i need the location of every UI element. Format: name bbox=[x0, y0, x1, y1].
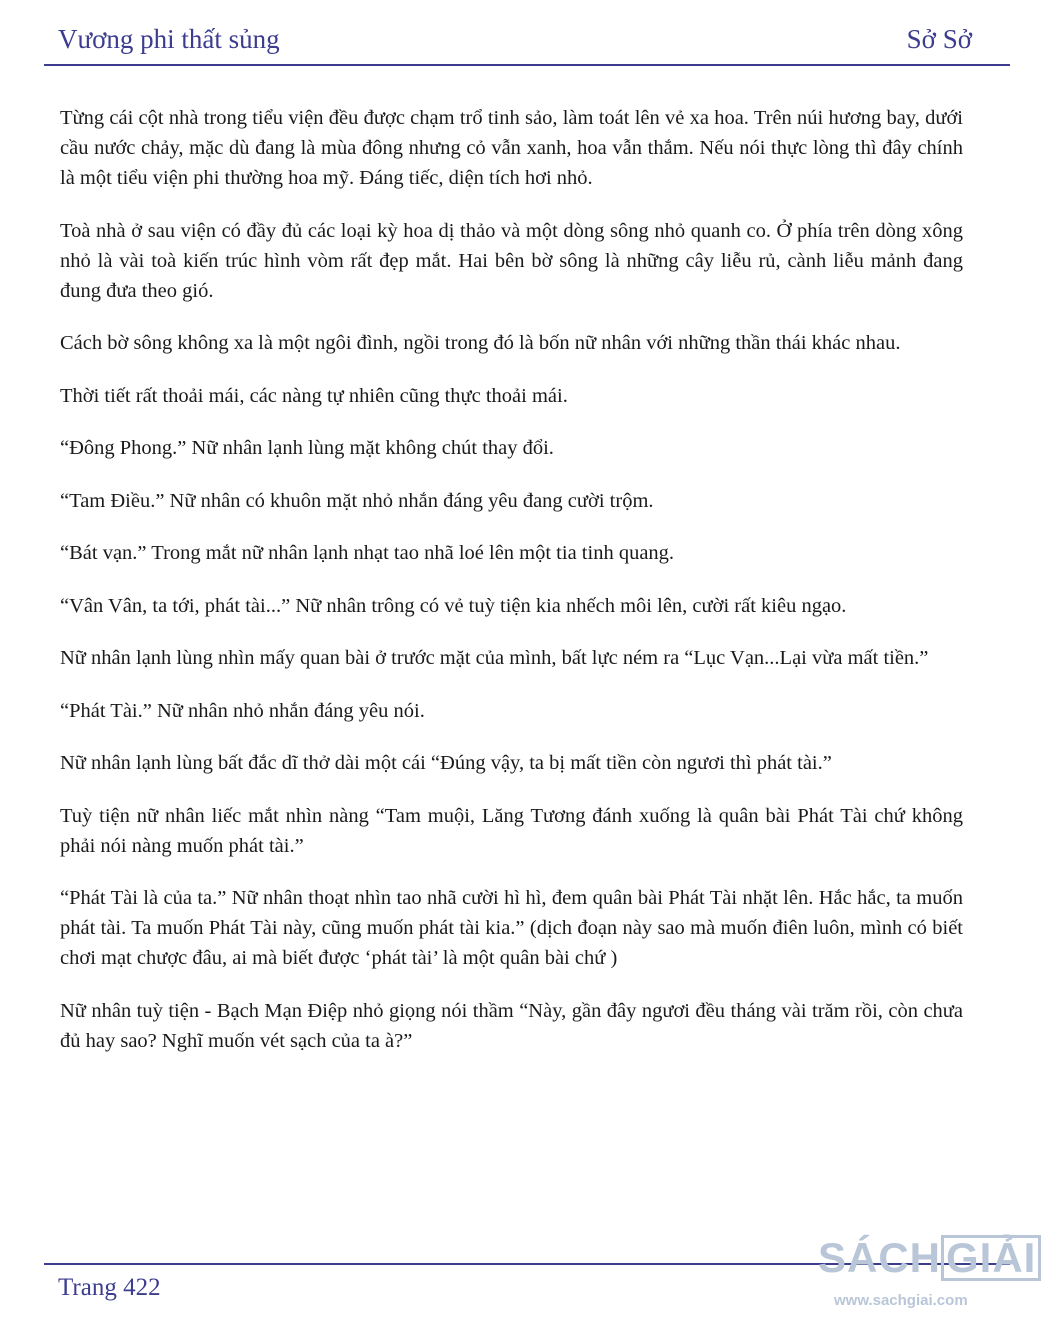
paragraph: Nữ nhân lạnh lùng bất đắc dĩ thở dài một cái “Đúng vậy, ta bị mất tiền còn ngươi thì phát tài.” bbox=[60, 752, 832, 774]
page-header bbox=[58, 22, 972, 62]
page-body bbox=[60, 103, 963, 1078]
paragraph: Thời tiết rất thoải mái, các nàng tự nhiên cũng thực thoải mái. bbox=[60, 384, 568, 407]
paragraph: “Tam Điều.” Nữ nhân có khuôn mặt nhỏ nhắn đáng yêu đang cười trộm. bbox=[60, 489, 654, 512]
paragraph: Cách bờ sông không xa là một ngôi đình, ngồi trong đó là bốn nữ nhân với những thần thái khác nhau. bbox=[60, 332, 901, 354]
logo-left-text: SÁCH bbox=[818, 1234, 942, 1281]
paragraph: “Phát Tài là của ta.” Nữ nhân thoạt nhìn tao nhã cười hì hì, đem quân bài Phát Tài nhặt lên. Hắc hắc, ta muốn phát tài. Ta muốn Phát Tài này, cũng muốn phát tài kia.” (dịch đoạn này sao mà muốn điên luôn, mình có biết chơi mạt chược đâu, ai mà biết được ‘phát tài’ là một quân bài chứ ) bbox=[60, 887, 963, 969]
paragraph: “Phát Tài.” Nữ nhân nhỏ nhắn đáng yêu nói. bbox=[60, 699, 425, 722]
logo-right-text: GIẢI bbox=[941, 1235, 1041, 1281]
watermark-logo bbox=[818, 1226, 1037, 1321]
paragraph: Nữ nhân lạnh lùng nhìn mấy quan bài ở trước mặt của mình, bất lực ném ra “Lục Vạn...Lại vừa mất tiền.” bbox=[60, 647, 929, 669]
paragraph: Toà nhà ở sau viện có đầy đủ các loại kỳ hoa dị thảo và một dòng sông nhỏ quanh co. Ở phía trên dòng xông nhỏ là vài toà kiến trúc hình vòm rất đẹp mắt. Hai bên bờ sông là những cây liễu rủ, cành liễu mảnh đang đung đưa theo gió. bbox=[60, 219, 963, 302]
watermark-logo-text bbox=[818, 1234, 1041, 1282]
paragraph: Từng cái cột nhà trong tiểu viện đều được chạm trổ tinh sảo, làm toát lên vẻ xa hoa. Trên núi hương bay, dưới cầu nước chảy, mặc dù đang là mùa đông nhưng cỏ vẫn xanh, hoa vẫn thắm. Nếu nói thực lòng thì đây chính là một tiểu viện phi thường hoa mỹ. Đáng tiếc, diện tích hơi nhỏ. bbox=[60, 107, 963, 189]
paragraph: “Vân Vân, ta tới, phát tài...” Nữ nhân trông có vẻ tuỳ tiện kia nhếch môi lên, cười rất kiêu ngạo. bbox=[60, 594, 847, 617]
author-name: Sở Sở bbox=[906, 24, 972, 54]
book-title: Vương phi thất sủng bbox=[58, 24, 280, 54]
paragraph: Nữ nhân tuỳ tiện - Bạch Mạn Điệp nhỏ giọng nói thầm “Này, gần đây ngươi đều tháng vài trăm rồi, còn chưa đủ hay sao? Nghĩ muốn vét sạch của ta à?” bbox=[60, 999, 963, 1052]
page-number: Trang 422 bbox=[58, 1274, 161, 1301]
watermark-url: www.sachgiai.com bbox=[834, 1292, 968, 1309]
paragraph: Tuỳ tiện nữ nhân liếc mắt nhìn nàng “Tam muội, Lăng Tương đánh xuống là quân bài Phát Tài chứ không phải nói nàng muốn phát tài.” bbox=[60, 804, 963, 857]
paragraph: “Đông Phong.” Nữ nhân lạnh lùng mặt không chút thay đổi. bbox=[60, 437, 554, 459]
paragraph: “Bát vạn.” Trong mắt nữ nhân lạnh nhạt tao nhã loé lên một tia tinh quang. bbox=[60, 542, 675, 564]
header-divider bbox=[44, 64, 1010, 66]
